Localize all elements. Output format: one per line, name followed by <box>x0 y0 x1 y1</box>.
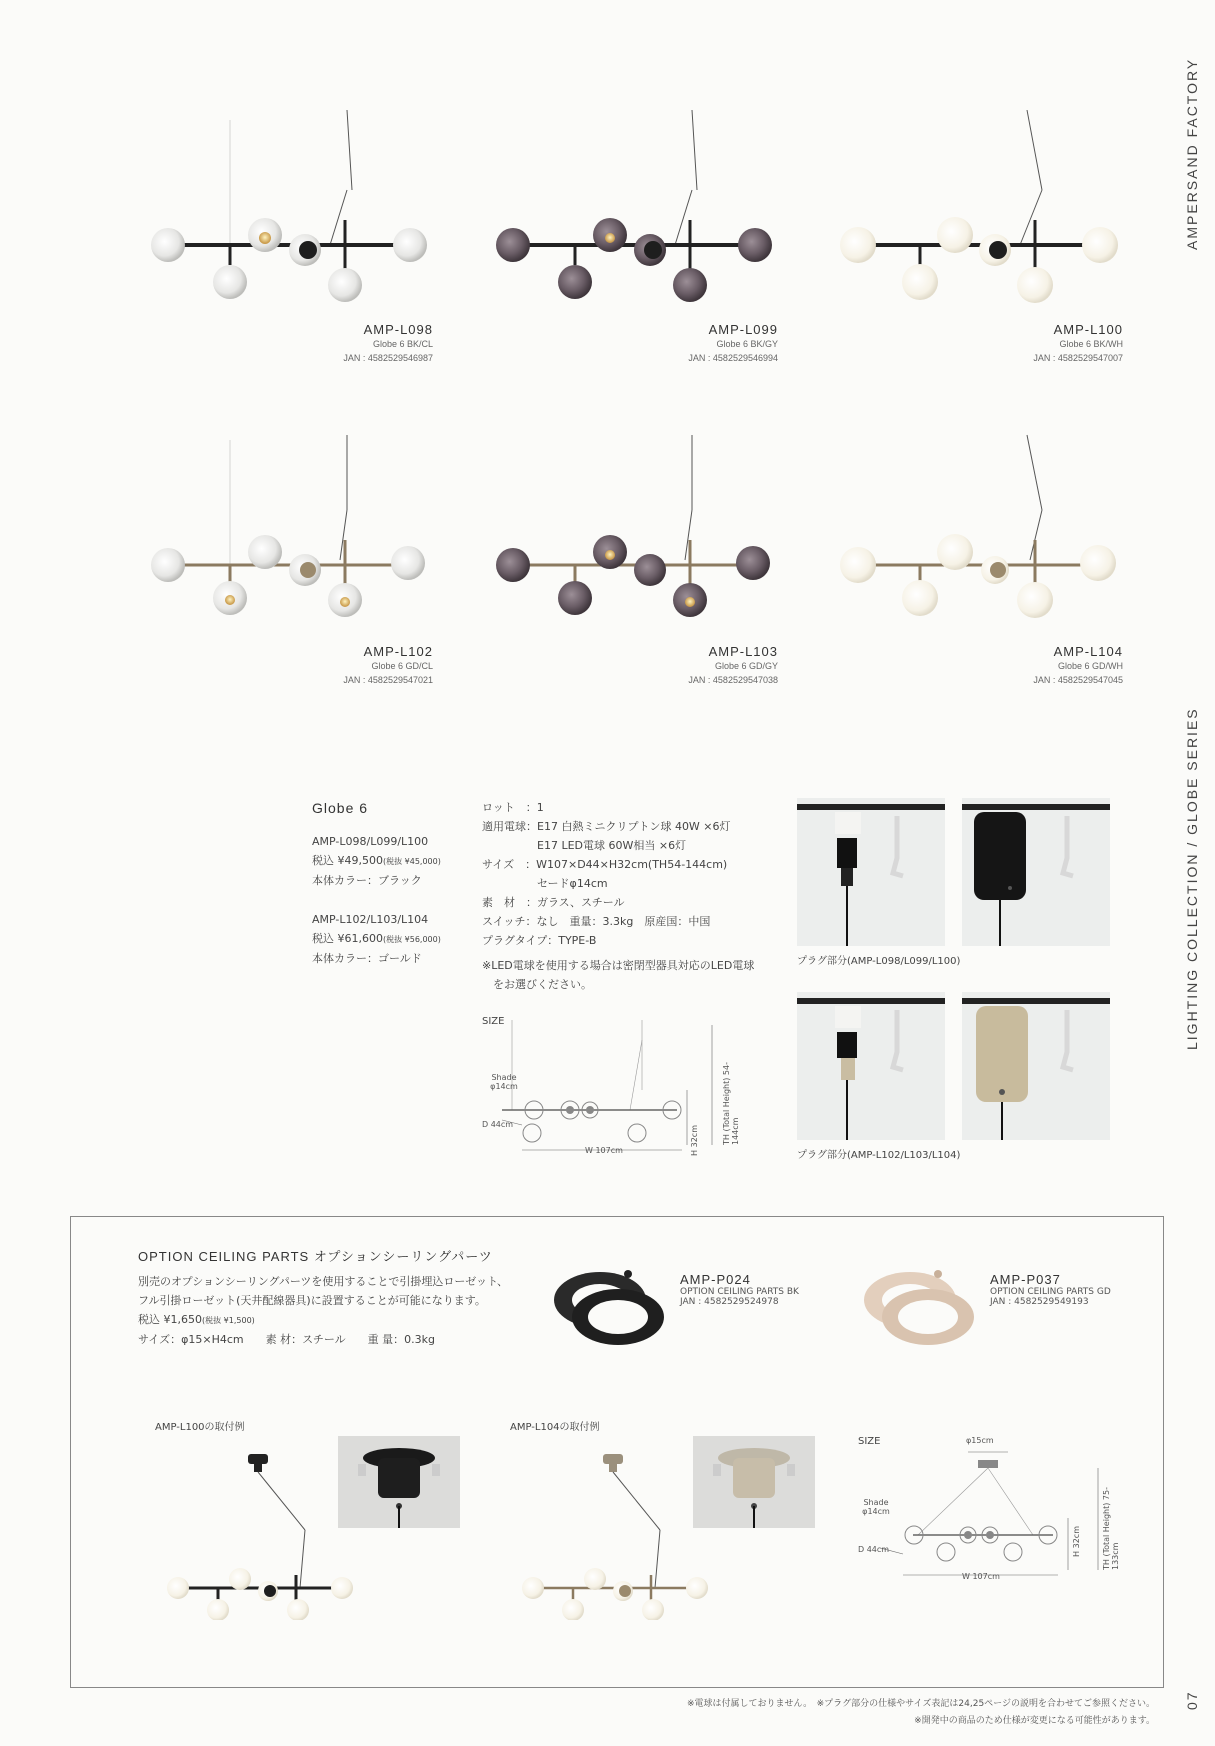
p037-name: OPTION CEILING PARTS GD <box>990 1287 1111 1297</box>
ceiling-rail <box>797 804 945 810</box>
example-l100-image <box>160 1450 360 1620</box>
group2-price-ex: (税抜 ¥56,000) <box>382 935 441 944</box>
product-caption-l104 <box>943 644 1123 687</box>
product-jan: JAN : 4582529547021 <box>343 675 433 685</box>
option-desc: 別売のオプションシーリングパーツを使用することで引掛埋込ローゼット、 <box>138 1275 508 1288</box>
dim-total-height: TH (Total Height) 54-144cm <box>722 1062 740 1145</box>
spec-line: サイズ ：W107×D44×H32cm(TH54-144cm) <box>482 858 728 871</box>
example-l100-photo <box>338 1436 460 1528</box>
ceiling-part-gd-image <box>858 1262 978 1352</box>
group1-price: 税込 ¥49,500 <box>312 854 383 867</box>
product-caption-l102 <box>253 644 433 687</box>
product-caption-l098 <box>253 322 433 365</box>
product-name: Globe 6 BK/WH <box>1059 339 1123 349</box>
product-caption-l103 <box>598 644 778 687</box>
spec-note: をお選びください。 <box>482 978 592 991</box>
group1-price-row <box>312 851 472 871</box>
ceiling-rail <box>797 998 945 1004</box>
p037-code: AMP-P037 <box>990 1272 1061 1287</box>
product-name: Globe 6 BK/GY <box>716 339 778 349</box>
dim-depth: D 44cm <box>482 1120 514 1129</box>
opt-dim-depth: D 44cm <box>858 1545 890 1554</box>
plug-photo-bk-2 <box>962 798 1110 946</box>
plug-photo-gd-1 <box>797 992 945 1140</box>
size-diagram <box>482 1010 752 1160</box>
footer-note-1: ※電球は付属しておりません。 ※プラグ部分の仕様やサイズ表記は24,25ページの説明を合わせてご参照ください。 <box>687 1699 1155 1709</box>
product-code: AMP-L104 <box>1053 644 1123 659</box>
option-size-label: SIZE <box>858 1436 881 1447</box>
series-vertical: LIGHTING COLLECTION / GLOBE SERIES <box>1184 707 1200 1050</box>
plug-photo-bk-1 <box>797 798 945 946</box>
spec-line: スイッチ：なし 重量：3.3kg 原産国：中国 <box>482 915 711 928</box>
brand-vertical: AMPERSAND FACTORY <box>1184 57 1200 250</box>
plug-cover-bk-icon <box>962 798 1110 946</box>
lamp-image-l099 <box>475 110 775 310</box>
lamp-image-l098 <box>130 110 430 310</box>
ceiling-cover-bk-icon <box>338 1436 460 1528</box>
group1-models: AMP-L098/L099/L100 <box>312 835 429 848</box>
option-p024 <box>680 1272 799 1307</box>
product-name: Globe 6 GD/WH <box>1057 661 1123 671</box>
product-name: Globe 6 GD/GY <box>714 661 778 671</box>
option-size-diagram <box>858 1430 1138 1590</box>
opt-dim-shade: Shade φ14cm <box>862 1498 890 1516</box>
lamp-image-l100 <box>820 110 1120 310</box>
dim-height: H 32cm <box>690 1125 699 1156</box>
example-l100-label: AMP-L100の取付例 <box>155 1422 245 1433</box>
spec-details <box>482 798 782 994</box>
lamp-image-l104 <box>820 430 1120 630</box>
opt-dim-height: H 32cm <box>1072 1526 1081 1557</box>
group1-color: 本体カラー：ブラック <box>312 874 422 887</box>
spec-line: 素 材 ：ガラス、スチール <box>482 896 625 909</box>
spec-line: 適用電球：E17 白熱ミニクリプトン球 40W ×6灯 <box>482 820 731 833</box>
opt-dim-width: W 107cm <box>962 1572 1000 1581</box>
option-price-ex: (税抜 ¥1,500) <box>202 1316 255 1325</box>
lamp-image-l103 <box>475 430 775 630</box>
option-price-row <box>138 1310 518 1330</box>
p037-jan: JAN : 4582529549193 <box>990 1297 1089 1307</box>
group2-price-row <box>312 929 472 949</box>
spec-line: セードφ14cm <box>482 877 608 890</box>
plug-photo-gd-2 <box>962 992 1110 1140</box>
option-spec: サイズ：φ15×H4cm 素 材：スチール 重 量：0.3kg <box>138 1333 436 1346</box>
option-desc: フル引掛ローゼット(天井配線器具)に設置することが可能になります。 <box>138 1294 486 1307</box>
plug-caption-gd: プラグ部分(AMP-L102/L103/L104) <box>797 1150 961 1161</box>
product-jan: JAN : 4582529547045 <box>1033 675 1123 685</box>
opt-dim-top: φ15cm <box>966 1436 994 1445</box>
group2-models: AMP-L102/L103/L104 <box>312 913 429 926</box>
spec-price-block <box>312 800 472 968</box>
product-jan: JAN : 4582529547038 <box>688 675 778 685</box>
spec-line: プラグタイプ：TYPE-B <box>482 934 597 947</box>
product-name: Globe 6 GD/CL <box>371 661 433 671</box>
group2-color: 本体カラー：ゴールド <box>312 952 422 965</box>
example-l104-label: AMP-L104の取付例 <box>510 1422 600 1433</box>
plug-bk-icon <box>797 798 945 946</box>
product-code: AMP-L102 <box>363 644 433 659</box>
dim-shade: Shade φ14cm <box>490 1073 518 1091</box>
plug-caption-bk: プラグ部分(AMP-L098/L099/L100) <box>797 956 961 967</box>
product-name: Globe 6 BK/CL <box>372 339 433 349</box>
example-l104-photo <box>693 1436 815 1528</box>
p024-jan: JAN : 4582529524978 <box>680 1297 779 1307</box>
spec-title: Globe 6 <box>312 800 369 816</box>
product-jan: JAN : 4582529547007 <box>1033 353 1123 363</box>
product-code: AMP-L100 <box>1053 322 1123 337</box>
plug-gd-icon <box>797 992 945 1140</box>
option-text <box>138 1272 518 1349</box>
ceiling-part-bk-image <box>548 1262 668 1352</box>
product-jan: JAN : 4582529546994 <box>688 353 778 363</box>
size-label: SIZE <box>482 1016 505 1027</box>
product-code: AMP-L098 <box>363 322 433 337</box>
p024-name: OPTION CEILING PARTS BK <box>680 1287 799 1297</box>
opt-dim-total-height: TH (Total Height) 75-133cm <box>1102 1487 1120 1570</box>
option-price: 税込 ¥1,650 <box>138 1313 202 1326</box>
page-number: 07 <box>1184 1690 1200 1710</box>
footer-note-2: ※開発中の商品のため仕様が変更になる可能性があります。 <box>914 1716 1155 1726</box>
option-p037 <box>990 1272 1111 1307</box>
product-code: AMP-L103 <box>708 644 778 659</box>
ceiling-rail <box>962 804 1110 810</box>
spec-note: ※LED電球を使用する場合は密閉型器具対応のLED電球 <box>482 959 755 972</box>
dim-width: W 107cm <box>585 1146 623 1155</box>
group2-price: 税込 ¥61,600 <box>312 932 383 945</box>
ceiling-cover-gd-icon <box>693 1436 815 1528</box>
lamp-image-l102 <box>130 430 430 630</box>
plug-cover-gd-icon <box>962 992 1110 1140</box>
example-l104-image <box>515 1450 715 1620</box>
group1-price-ex: (税抜 ¥45,000) <box>382 857 441 866</box>
p024-code: AMP-P024 <box>680 1272 751 1287</box>
product-caption-l099 <box>598 322 778 365</box>
ceiling-rail <box>962 998 1110 1004</box>
product-code: AMP-L099 <box>708 322 778 337</box>
spec-line: E17 LED電球 60W相当 ×6灯 <box>482 839 687 852</box>
spec-line: ロット ：1 <box>482 801 544 814</box>
option-title: OPTION CEILING PARTS オプションシーリングパーツ <box>138 1249 493 1264</box>
product-caption-l100 <box>943 322 1123 365</box>
product-jan: JAN : 4582529546987 <box>343 353 433 363</box>
